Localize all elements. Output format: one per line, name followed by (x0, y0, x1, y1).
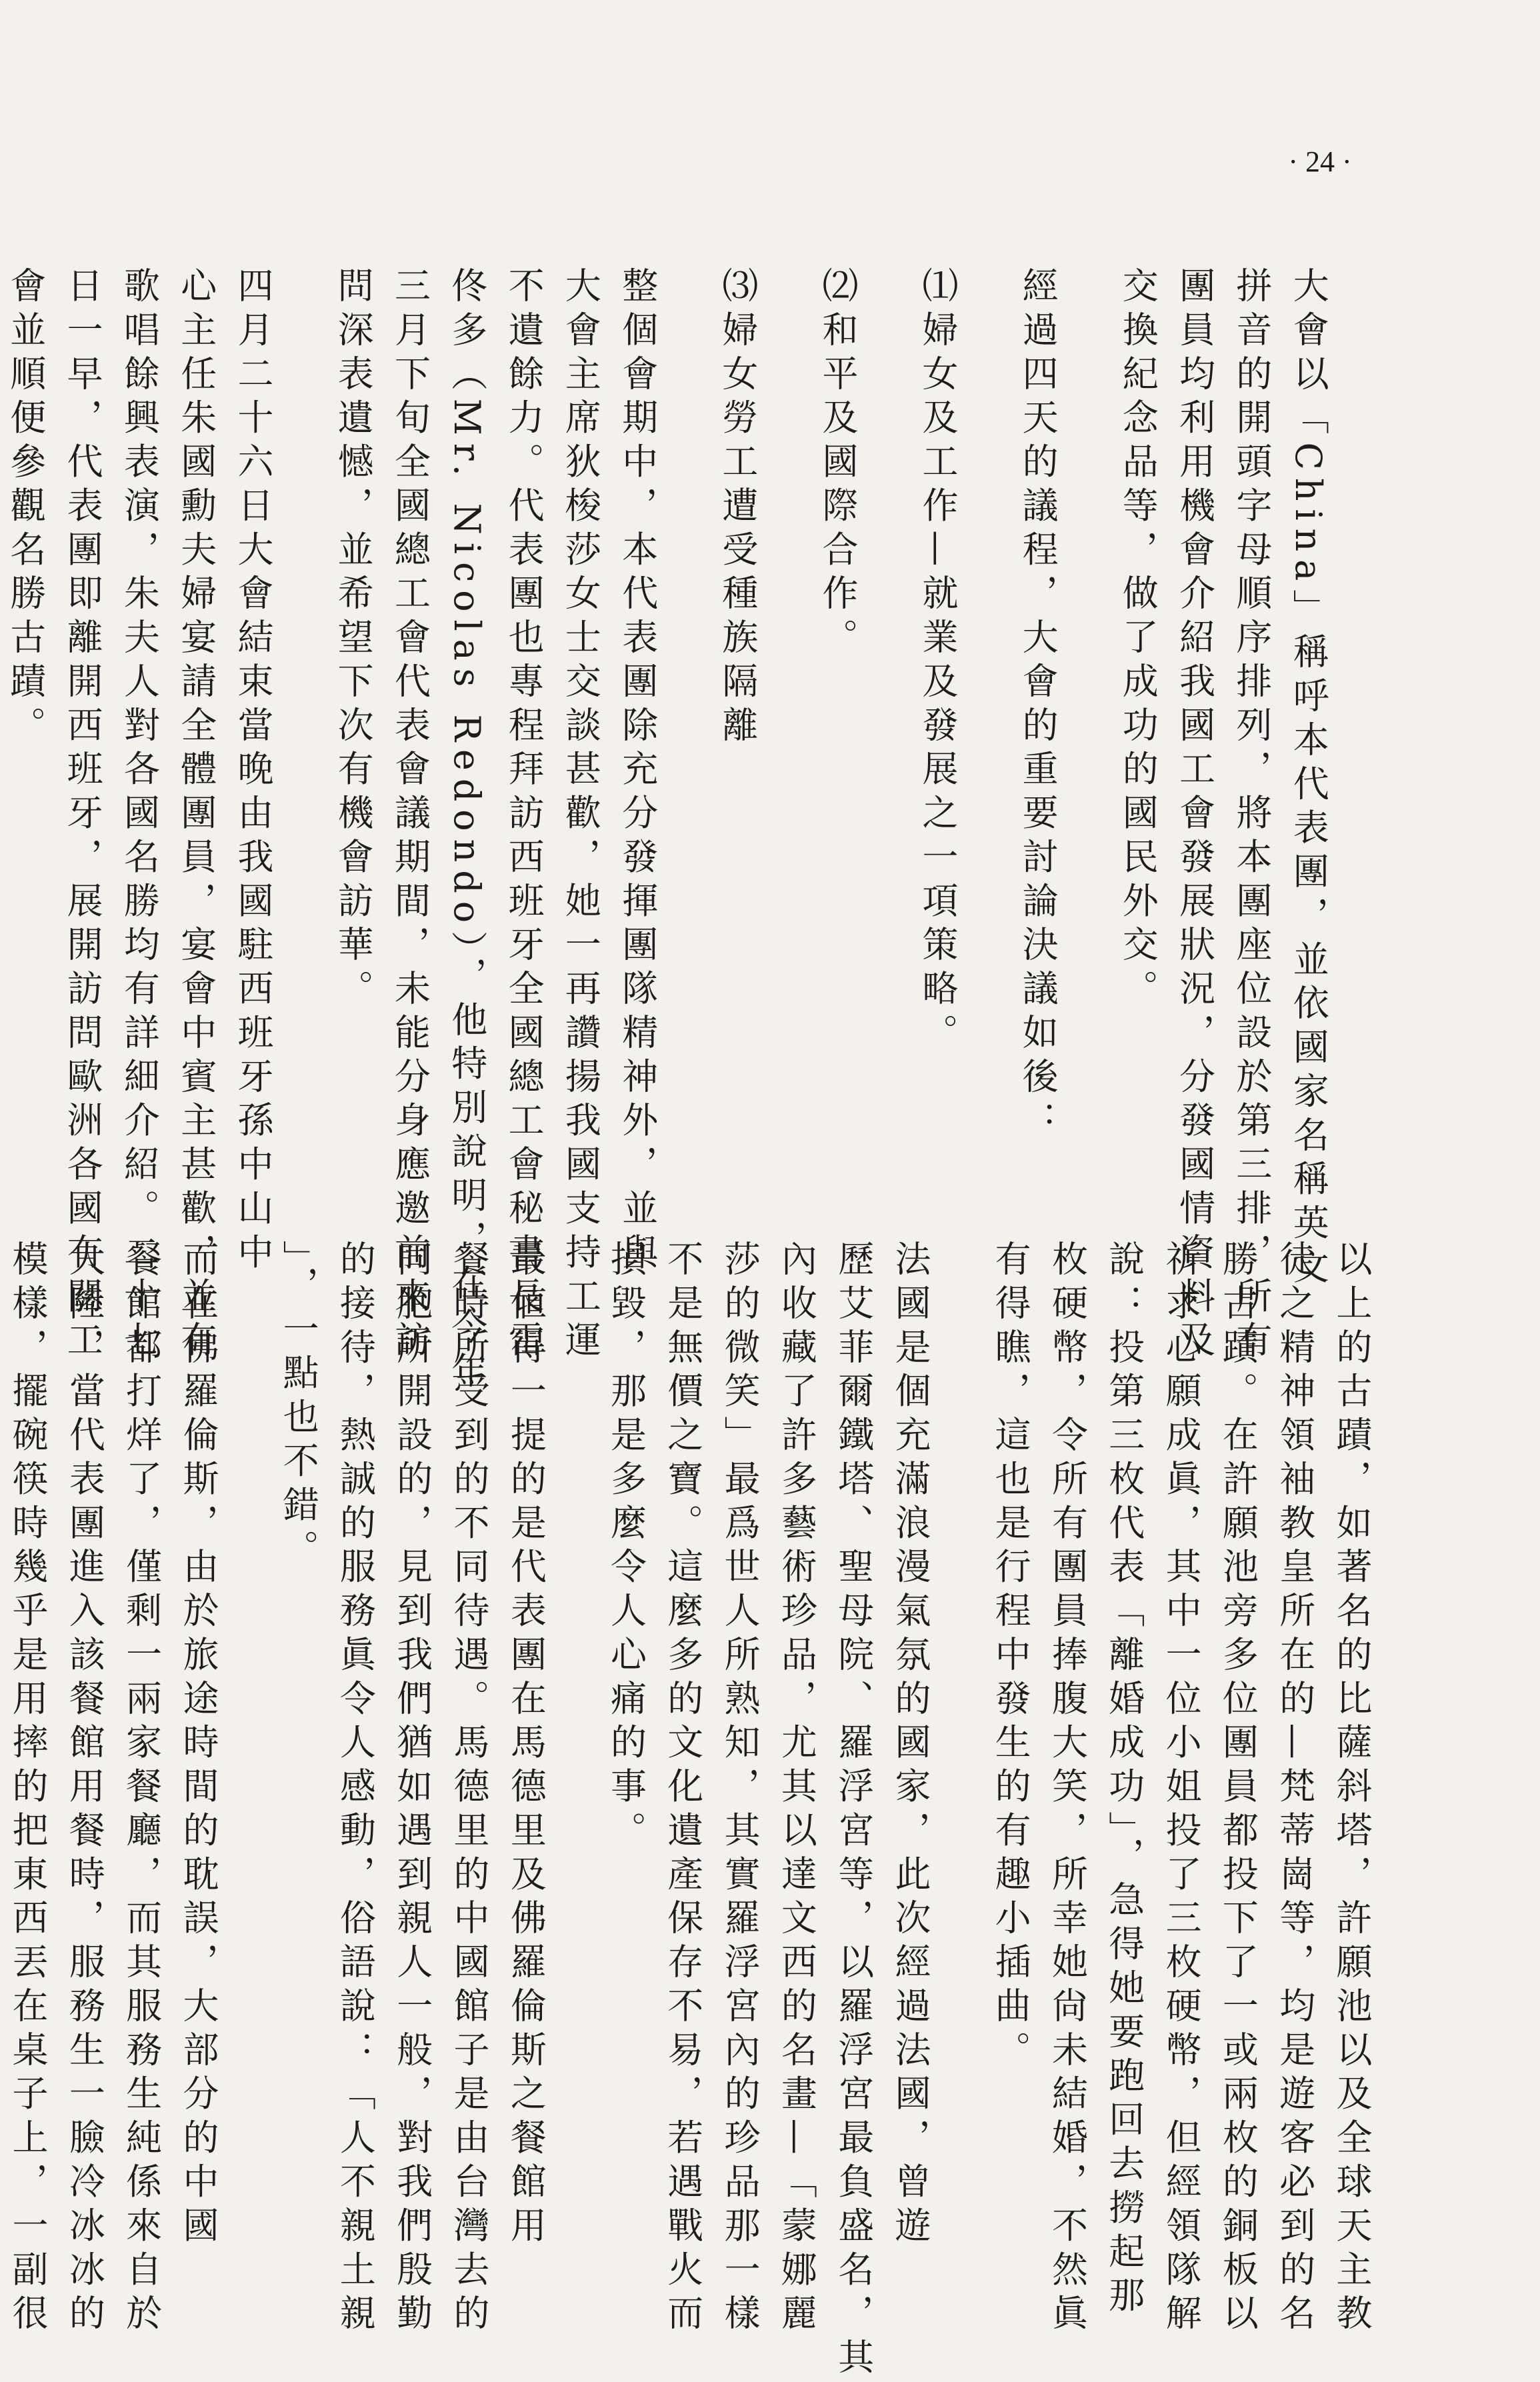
text-column: 拼音的開頭字母順序排列，將本團座位設於第三排，所有 (1230, 267, 1273, 1365)
text-column: 大會主席狄梭莎女士交談甚歡，她一再讚揚我國支持工運 (559, 267, 602, 1365)
text-column: 不是無價之寶。這麼多的文化遺產保存不易，若遇戰火而 (661, 1240, 704, 2338)
text-column: 會並順便參觀名勝古蹟。 (4, 267, 47, 750)
text-column: 勝古蹟。在許願池旁多位團員都投下了一或兩枚的銅板以 (1217, 1240, 1259, 2338)
text-column: 枚硬幣，令所有團員捧腹大笑，所幸她尙未結婚，不然眞 (1046, 1240, 1089, 2338)
text-column: 四月二十六日大會結束當晚由我國駐西班牙孫中山中 (232, 267, 275, 1277)
text-column: 交換紀念品等，做了成功的國民外交。 (1117, 267, 1159, 1013)
text-column: 同胞所開設的，見到我們猶如遇到親人一般，對我們殷勤 (391, 1240, 433, 2338)
text-column: 整個會期中，本代表團除充分發揮團隊精神外，並與 (616, 267, 659, 1277)
text-column: 歷艾菲爾鐵塔、聖母院、羅浮宮等，以羅浮宮最負盛名，其 (832, 1240, 875, 2382)
text-column: 有得瞧，這也是行程中發生的有趣小插曲。 (989, 1240, 1032, 2075)
bottom-text-block (0, 1240, 1380, 2382)
text-column: 佟多（Mr. Nicolas Redondo），他特別說明，在今年 (445, 267, 488, 1396)
text-column: 內收藏了許多藝術珍品，尤其以達文西的名畫—「蒙娜麗 (775, 1240, 818, 2338)
text-column: 餐時所受到的不同待遇。馬德里的中國館子是由台灣去的 (448, 1240, 491, 2338)
text-column: 以上的古蹟，如著名的比薩斜塔，許願池以及全球天主教 (1331, 1240, 1373, 2338)
text-column: ⑴婦女及工作—就業及發展之一項策略。 (917, 267, 959, 1057)
text-column: 」，一點也不錯。 (277, 1240, 320, 1574)
text-column: 日一早，代表團即離開西班牙，展開訪問歐洲各國有關工 (61, 267, 104, 1365)
text-column: 大會以「China」稱呼本代表團，並依國家名稱英文 (1287, 267, 1330, 1292)
text-column: 歌唱餘興表演，朱夫人對各國名勝均有詳細介紹。二十七 (118, 267, 161, 1365)
text-column: 徒之精神領袖教皇所在的—梵蒂崗等，均是遊客必到的名 (1273, 1240, 1316, 2338)
text-column: 大陸，當代表團進入該餐館用餐時，服務生一臉冷冰冰的 (63, 1240, 106, 2338)
text-column: 模樣，擺碗筷時幾乎是用摔的把東西丟在桌子上，一副很 (7, 1240, 49, 2338)
text-column: 餐館都打烊了，僅剩一兩家餐廳，而其服務生純係來自於 (120, 1240, 163, 2338)
text-column: 莎的微笑」最爲世人所熟知，其實羅浮宮內的珍品那一樣 (719, 1240, 761, 2338)
text-column: 心主任朱國勳夫婦宴請全體團員，宴會中賓主甚歡，並有 (175, 267, 217, 1365)
top-text-block (0, 267, 1380, 1396)
text-column: ⑵和平及國際合作。 (816, 267, 859, 662)
text-column: ⑶婦女勞工遭受種族隔離 (716, 267, 759, 750)
text-column: 團員均利用機會介紹我國工會發展狀況，分發國情資料及 (1173, 267, 1216, 1365)
text-column: 不遺餘力。代表團也專程拜訪西班牙全國總工會秘書長雷 (503, 267, 545, 1365)
text-column: 最値得一提的是代表團在馬德里及佛羅倫斯之餐館用 (505, 1240, 547, 2251)
text-column: 說：投第三枚代表「離婚成功」，急得她要跑回去撈起那 (1103, 1240, 1145, 2320)
text-column: 問深表遺憾，並希望下次有機會訪華。 (332, 267, 375, 1013)
text-column: 祈求心願成眞，其中一位小姐投了三枚硬幣，但經領隊解 (1160, 1240, 1203, 2338)
text-column: 經過四天的議程，大會的重要討論決議如後： (1017, 267, 1059, 1145)
text-column: 損毀，那是多麼令人心痛的事。 (605, 1240, 647, 1855)
text-column: 而在佛羅倫斯，由於旅途時間的耽誤，大部分的中國 (177, 1240, 219, 2251)
text-column: 三月下旬全國總工會代表會議期間，未能分身應邀前來訪 (389, 267, 431, 1365)
text-column: 的接待，熱誠的服務眞令人感動，俗語說：「人不親土親 (334, 1240, 377, 2338)
page-number: · 24 · (1288, 145, 1352, 178)
text-column: 法國是個充滿浪漫氣氛的國家，此次經過法國，曾遊 (889, 1240, 932, 2251)
